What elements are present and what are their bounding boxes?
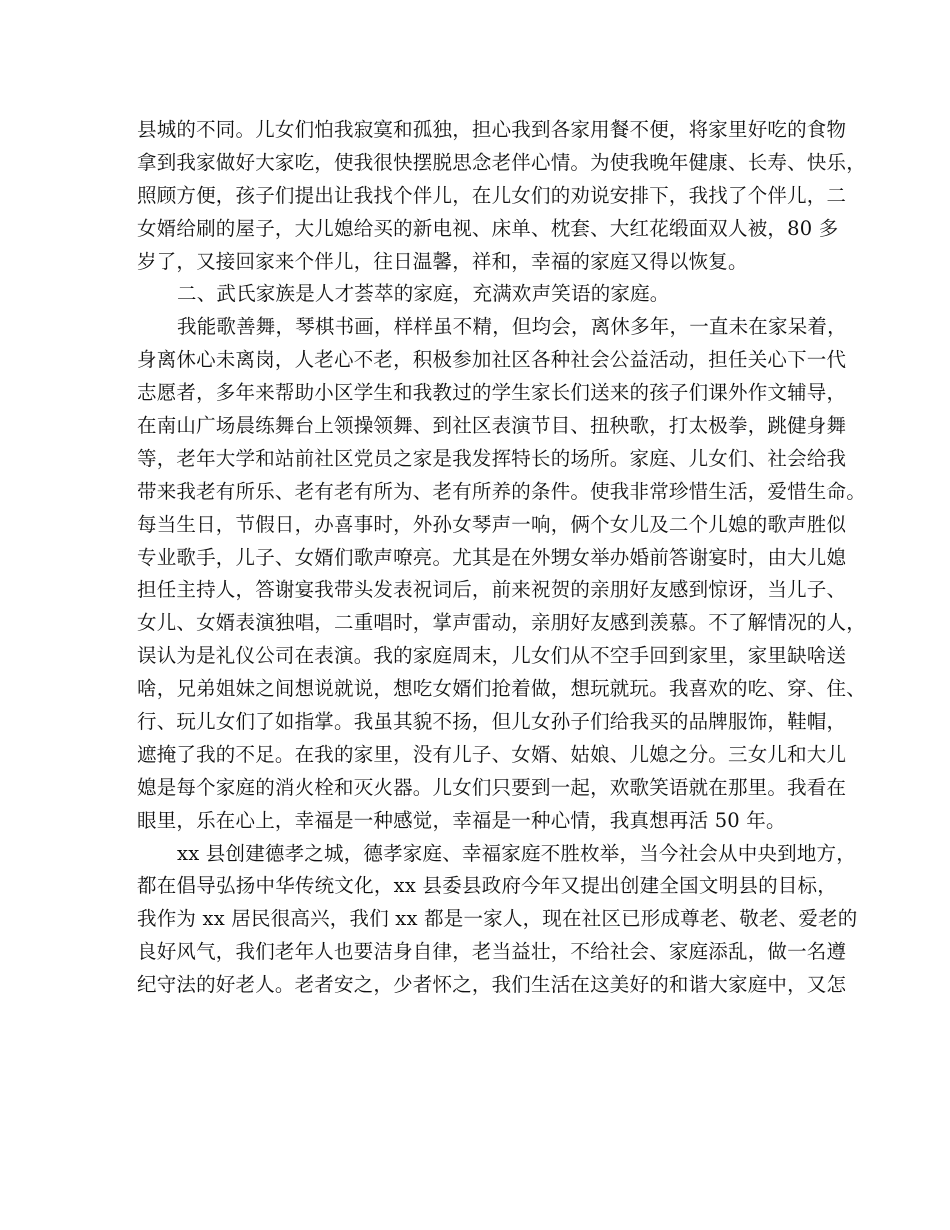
text-line: 身离休心未离岗，人老心不老，积极参加社区各种社会公益活动，担任关心下一代	[137, 348, 847, 372]
text-line: 都在倡导弘扬中华传统文化，xx 县委县政府今年又提出创建全国文明县的目标，	[137, 874, 837, 898]
text-line: 每当生日，节假日，办喜事时，外孙女琴声一响，俩个女儿及二个儿媳的歌声胜似	[137, 512, 847, 536]
text-line: xx 县创建德孝之城，德孝家庭、幸福家庭不胜枚举，当今社会从中央到地方，	[177, 841, 856, 865]
text-line: 担任主持人，答谢宴我带头发表祝词后，前来祝贺的亲朋好友感到惊讶，当儿子、	[137, 578, 847, 602]
text-line: 二、武氏家族是人才荟萃的家庭，充满欢声笑语的家庭。	[177, 282, 670, 306]
text-line: 误认为是礼仪公司在表演。我的家庭周末，儿女们从不空手回到家里，家里缺啥送	[137, 644, 847, 668]
text-line: 县城的不同。儿女们怕我寂寞和孤独，担心我到各家用餐不便，将家里好吃的食物	[137, 118, 847, 141]
text-line: 女儿、女婿表演独唱，二重唱时，掌声雷动，亲朋好友感到羡慕。不了解情况的人，	[137, 611, 866, 635]
text-line: 等，老年大学和站前社区党员之家是我发挥特长的场所。家庭、儿女们、社会给我	[137, 446, 847, 470]
text-line: 遮掩了我的不足。在我的家里，没有儿子、女婿、姑娘、儿媳之分。三女儿和大儿	[137, 742, 847, 766]
text-line: 女婿给刷的屋子，大儿媳给买的新电视、床单、枕套、大红花缎面双人被，80 多	[137, 216, 839, 240]
body-text	[137, 114, 866, 1002]
text-line: 我能歌善舞，琴棋书画，样样虽不精，但均会，离休多年，一直未在家呆着，	[177, 315, 847, 339]
text-line: 纪守法的好老人。老者安之，少者怀之，我们生活在这美好的和谐大家庭中，又怎	[137, 973, 847, 997]
text-line: 带来我老有所乐、老有老有所为、老有所养的条件。使我非常珍惜生活，爱惜生命。	[137, 479, 866, 503]
text-line: 志愿者，多年来帮助小区学生和我教过的学生家长们送来的孩子们课外作文辅导，	[137, 381, 847, 405]
text-line: 在南山广场晨练舞台上领操领舞、到社区表演节目、扭秧歌，打太极拳，跳健身舞	[137, 414, 847, 438]
text-line: 眼里，乐在心上，幸福是一种感觉，幸福是一种心情，我真想再活 50 年。	[137, 808, 786, 832]
text-line: 我作为 xx 居民很高兴，我们 xx 都是一家人，现在社区已形成尊老、敬老、爱老的	[137, 907, 858, 931]
text-line: 岁了，又接回家来个伴儿，往日温馨，祥和，幸福的家庭又得以恢复。	[137, 249, 748, 273]
text-line: 拿到我家做好大家吃，使我很快摆脱思念老伴心情。为使我晚年健康、长寿、快乐，	[137, 150, 866, 174]
text-line: 照顾方便，孩子们提出让我找个伴儿，在儿女们的劝说安排下，我找了个伴儿，二	[137, 183, 847, 207]
text-line: 专业歌手，儿子、女婿们歌声嘹亮。尤其是在外甥女举办婚前答谢宴时，由大儿媳	[137, 545, 847, 569]
text-line: 行、玩儿女们了如指掌。我虽其貌不扬，但儿女孙子们给我买的品牌服饰，鞋帽，	[137, 710, 847, 734]
text-line: 良好风气，我们老年人也要洁身自律，老当益壮，不给社会、家庭添乱，做一名遵	[137, 940, 847, 964]
text-line: 啥，兄弟姐妹之间想说就说，想吃女婿们抢着做，想玩就玩。我喜欢的吃、穿、住、	[137, 677, 866, 701]
text-line: 媳是每个家庭的消火栓和灭火器。儿女们只要到一起，欢歌笑语就在那里。我看在	[137, 775, 847, 799]
